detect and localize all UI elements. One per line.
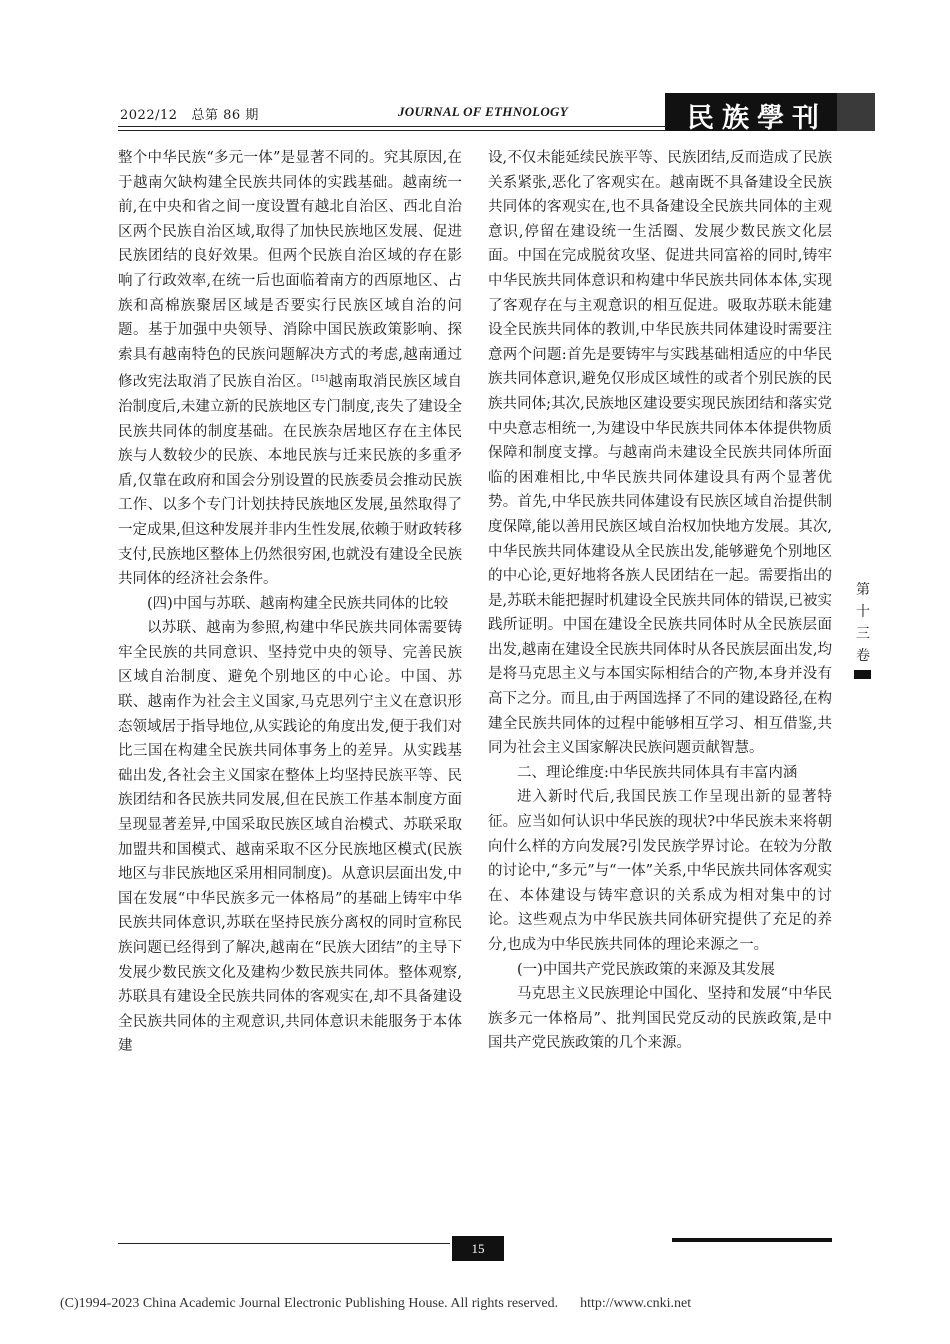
header-issue-info [120,104,259,123]
section-heading: 二、理论维度:中华民族共同体具有丰富内涵 [517,764,798,781]
brand-decorative-band [837,93,875,131]
body-paragraph: 马克思主义民族理论中国化、坚持和发展“中华民族多元一体格局”、批判国民党反动的民族政策,是中国共产党民族政策的几个来源。 [488,986,832,1052]
subsection-heading: (一)中国共产党民族政策的来源及其发展 [517,961,775,978]
header-rule-thin [118,130,666,131]
copyright-notice: (C)1994-2023 China Academic Journal Electronic Publishing House. All rights reserved. http://www.cnki.net [60,1296,692,1311]
side-marker [854,670,871,679]
journal-title-en: JOURNAL OF ETHNOLOGY [398,104,568,119]
footer-rule-thick [672,1238,832,1242]
section-heading: (四)中国与苏联、越南构建全民族共同体的比较 [147,595,449,612]
issue-date: 2022/12 [120,108,178,123]
total-issue: 总第 86 期 [191,108,259,123]
header-rule [118,126,666,127]
body-paragraph: 以苏联、越南为参照,构建中华民族共同体需要铸牢全民族的共同意识、坚持党中央的领导、完善民族区域自治制度、避免个别地区的中心论。中国、苏联、越南作为社会主义国家,马克思列宁主义在意识形态领域居于指导地位,从实践论的角度出发,便于我们对比三国在构建全民族共同体事务上的差异。从实践基础出发,各社会主义国家在整体上均坚持民族平等、民族团结和各民族共同发展,但在民族工作基本制度方面呈现显著差异,中国采取民族区域自治模式、苏联采取加盟共和国模式、越南采取不区分民族地区模式(民族地区与非民族地区采用相同制度)。从意识层面出发,中国在发展“中华民族多元一体格局”的基础上铸牢中华民族共同体意识,苏联在坚持民族分离权的同时宣称民族问题已经得到了解决,越南在“民族大团结”的主导下发展少数民族文化及建构少数民族共同体。整体观察,苏联具有建设全民族共同体的客观实在,却不具备建设全民族共同体的主观意识,共同体意识未能服务于本体建 [118,620,462,1055]
footer-rule [118,1243,450,1244]
left-column [118,146,462,1059]
journal-brand-logo [665,93,875,131]
page-number: 15 [452,1236,504,1261]
cnki-link[interactable]: http://www.cnki.net [580,1296,692,1311]
body-paragraph: 设,不仅未能延续民族平等、民族团结,反而造成了民族关系紧张,恶化了客观实在。越南既不具备建设全民族共同体的客观实在,也不具备建设全民族共同体的主观意识,停留在建设统一生活圈、发展少数民族文化层面。中国在完成脱贫攻坚、促进共同富裕的同时,铸牢中华民族共同体意识和构建中华民族共同体本体,实现了客观存在与主观意识的相互促进。吸取苏联未能建设全民族共同体的教训,中华民族共同体建设时需要注意两个问题:首先是要铸牢与实践基础相适应的中华民族共同体意识,避免仅形成区域性的或者个别民族的民族共同体;其次,民族地区建设要实现民族团结和落实党中央意志相统一,为建设中华民族共同体本体提供物质保障和制度支撑。与越南尚未建设全民族共同体所面临的困难相比,中华民族共同体建设具有两个显著优势。首先,中华民族共同体建设有民族区域自治提供制度保障,能以善用民族区域自治权加快地方发展。其次,中华民族共同体建设从全民族出发,能够避免个别地区的中心论,更好地将各族人民团结在一起。需要指出的是,苏联未能把握时机建设全民族共同体的错误,已被实践所证明。中国在建设全民族共同体时从全民族层面出发,越南在建设全民族共同体时从各民族层面出发,均是将马克思主义与本国实际相结合的产物,本身并没有高下之分。而且,由于两国选择了不同的建设路径,在构建全民族共同体的过程中能够相互学习、相互借鉴,共同为社会主义国家解决民族问题贡献智慧。 [488,150,832,757]
volume-side-label: 第 十 三 卷 [856,582,870,664]
journal-brand-text: 民族學刊 [687,103,827,131]
right-column [488,146,832,1056]
body-paragraph: 整个中华民族“多元一体”是显著不同的。究其原因,在于越南欠缺构建全民族共同体的实践基础。越南统一前,在中央和省之间一度设置有越北自治区、西北自治区两个民族自治区域,取得了加快民族地区发展、促进民族团结的良好效果。但两个民族自治区域的存在影响了行政效率,在统一后也面临着南方的西原地区、占族和高棉族聚居区域是否要实行民族区域自治的问题。基于加强中央领导、消除中国民族政策影响、探索具有越南特色的民族问题解决方式的考虑,越南通过修改宪法取消了民族自治区。[15]越南取消民族区域自治制度后,未建立新的民族地区专门制度,丧失了建设全民族共同体的制度基础。在民族杂居地区存在主体民族与人数较少的民族、本地民族与迁来民族的多重矛盾,仅靠在政府和国会分别设置的民族委员会推动民族工作、以多个专门计划扶持民族地区发展,虽然取得了一定成果,但这种发展并非内生性发展,依赖于财政转移支付,民族地区整体上仍然很穷困,也就没有建设全民族共同体的经济社会条件。 [118,150,463,588]
citation-ref: [15] [311,374,328,384]
body-paragraph: 进入新时代后,我国民族工作呈现出新的显著特征。应当如何认识中华民族的现状?中华民族未来将朝向什么样的方向发展?引发民族学界讨论。在较为分散的讨论中,“多元”与“一体”关系,中华民族共同体客观实在、本体建设与铸牢意识的关系成为相对集中的讨论。这些观点为中华民族共同体研究提供了充足的养分,也成为中华民族共同体的理论来源之一。 [488,789,832,953]
